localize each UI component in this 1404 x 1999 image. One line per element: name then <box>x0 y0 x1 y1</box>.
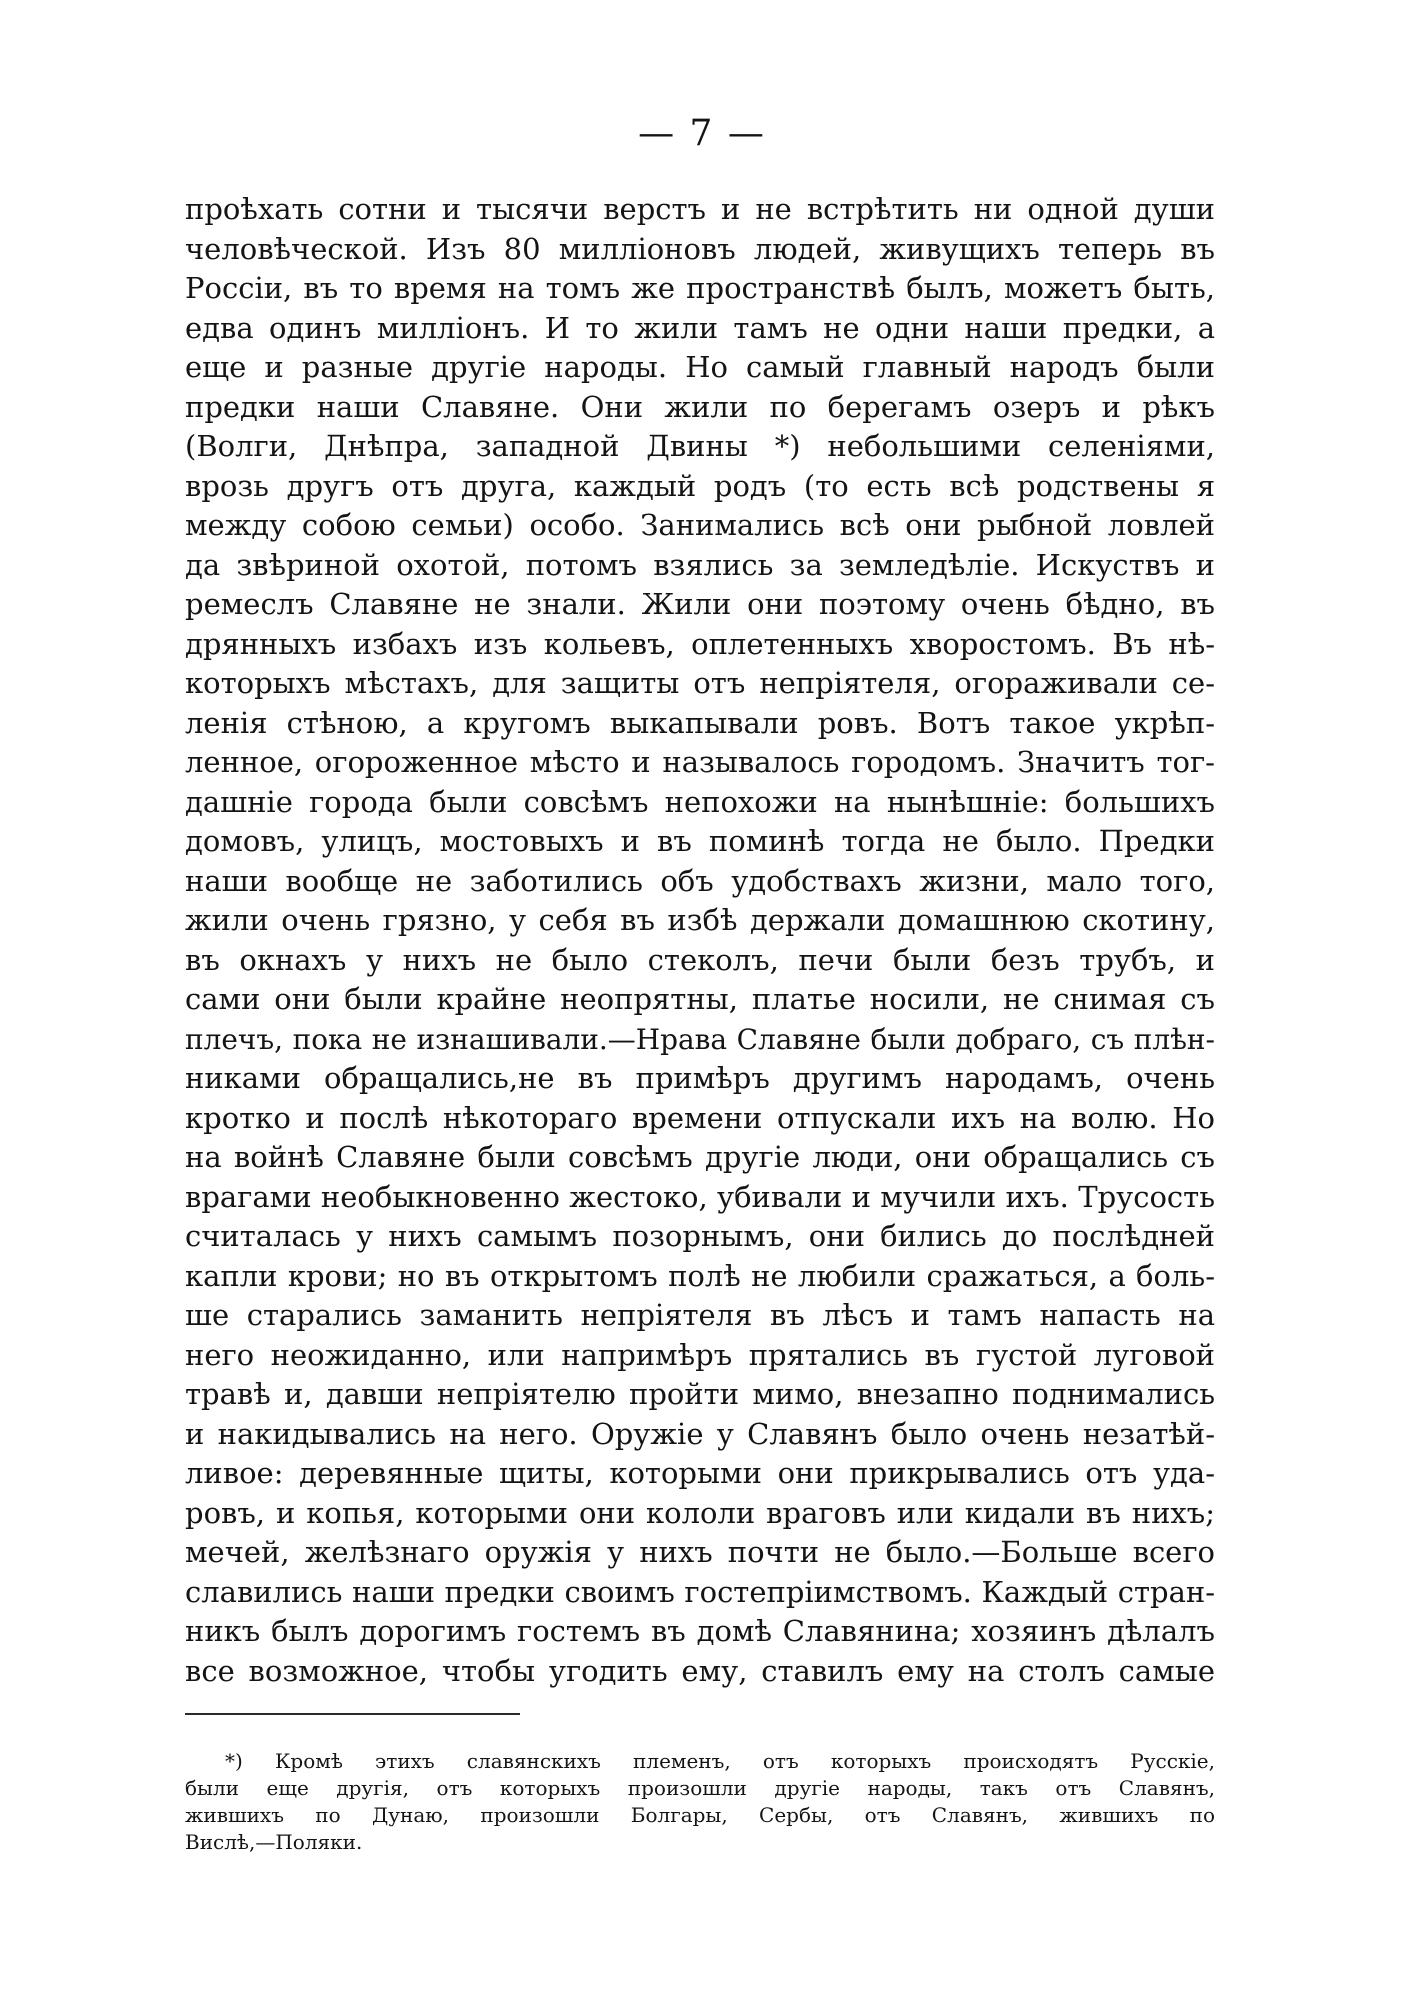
text-line: плечъ, пока не изнашивали.—Нрава Славяне были добраго, съ плѣн- <box>185 1022 1215 1056</box>
text-line: наши вообще не заботились объ удобствахъ жизни, мало того, <box>185 863 1215 898</box>
text-line: него неожиданно, или напримѣръ прятались въ густой луговой <box>185 1337 1215 1372</box>
text-line: дашніе города были совсѣмъ непохожи на нынѣшніе: большихъ <box>185 784 1215 819</box>
footnote-line: жившихъ по Дунаю, произошли Болгары, Сербы, отъ Славянъ, жившихъ по <box>185 1803 1215 1827</box>
text-line: все возможное, чтобы угодить ему, ставилъ ему на столъ самые <box>185 1653 1215 1688</box>
text-line: да звѣриной охотой, потомъ взялись за земледѣліе. Искуствъ и <box>185 547 1215 582</box>
footnote-divider <box>185 1713 520 1715</box>
text-line: которыхъ мѣстахъ, для защиты отъ непріятеля, огораживали се- <box>185 666 1215 700</box>
text-line: сами они были крайне неопрятны, платье носили, не снимая съ <box>185 982 1215 1016</box>
text-line: считалась у нихъ самымъ позорнымъ, они бились до послѣдней <box>185 1219 1215 1253</box>
text-line: и накидывались на него. Оружіе у Славянъ было очень незатѣй- <box>185 1416 1215 1451</box>
text-line: врозь другъ отъ друга, каждый родъ (то есть всѣ родствены я <box>185 468 1215 503</box>
text-line: въ окнахъ у нихъ не было стеколъ, печи были безъ трубъ, и <box>185 942 1215 977</box>
footnote <box>185 1748 1215 1856</box>
text-line: еще и разные другіе народы. Но самый главный народъ были <box>185 350 1215 384</box>
text-line: славились наши предки своимъ гостепріимствомъ. Каждый стран- <box>185 1574 1215 1609</box>
text-line: на войнѣ Славяне были совсѣмъ другіе люди, они обращались съ <box>185 1140 1215 1174</box>
text-line: кротко и послѣ нѣкотораго времени отпускали ихъ на волю. Но <box>185 1100 1215 1135</box>
text-line: домовъ, улицъ, мостовыхъ и въ поминѣ тогда не было. Предки <box>185 824 1215 858</box>
text-line: между собою семьи) особо. Занимались всѣ они рыбной ловлей <box>185 508 1215 542</box>
text-line: дрянныхъ избахъ изъ кольевъ, оплетенныхъ хворостомъ. Въ нѣ- <box>185 626 1215 661</box>
text-line: проѣхать сотни и тысячи верстъ и не встрѣтить ни одной души <box>185 192 1215 226</box>
text-line: никъ былъ дорогимъ гостемъ въ домѣ Славянина; хозяинъ дѣлалъ <box>185 1614 1215 1648</box>
footnote-line: *) Кромѣ этихъ славянскихъ племенъ, отъ которыхъ происходятъ Русскіе, <box>225 1749 1215 1773</box>
body-text <box>185 190 1215 1691</box>
text-line: ливое: деревянные щиты, которыми они прикрывались отъ уда- <box>185 1456 1215 1490</box>
page-number: — 7 — <box>638 113 766 154</box>
text-line: ше старались заманить непріятеля въ лѣсъ и тамъ напасть на <box>185 1298 1215 1332</box>
text-line: ремеслъ Славяне не знали. Жили они поэтому очень бѣдно, въ <box>185 587 1215 621</box>
footnote-line: были еще другія, отъ которыхъ произошли другіе народы, такъ отъ Славянъ, <box>185 1776 1215 1800</box>
text-line: ленное, огороженное мѣсто и называлось городомъ. Значитъ тог- <box>185 745 1215 779</box>
text-line: ровъ, и копья, которыми они кололи враговъ или кидали въ нихъ; <box>185 1495 1215 1530</box>
text-line: жили очень грязно, у себя въ избѣ держали домашнюю скотину, <box>185 903 1215 937</box>
text-line: человѣческой. Изъ 80 милліоновъ людей, живущихъ теперь въ <box>185 231 1215 266</box>
text-line: травѣ и, давши непріятелю пройти мимо, внезапно поднимались <box>185 1377 1215 1411</box>
text-line: мечей, желѣзнаго оружія у нихъ почти не было.—Больше всего <box>185 1535 1215 1569</box>
text-line: предки наши Славяне. Они жили по берегамъ озеръ и рѣкъ <box>185 389 1215 424</box>
footnote-line: Вислѣ,—Поляки. <box>185 1830 363 1854</box>
text-line: ленія стѣною, а кругомъ выкапывали ровъ. Вотъ такое укрѣп- <box>185 705 1215 740</box>
text-line: (Волги, Днѣпра, западной Двины *) небольшими селеніями, <box>185 429 1215 463</box>
text-line: Россіи, въ то время на томъ же пространствѣ былъ, можетъ быть, <box>185 271 1215 305</box>
text-line: врагами необыкновенно жестоко, убивали и мучили ихъ. Трусость <box>185 1179 1215 1214</box>
text-line: капли крови; но въ открытомъ полѣ не любили сражаться, а боль- <box>185 1258 1215 1293</box>
text-line: едва одинъ милліонъ. И то жили тамъ не одни наши предки, а <box>185 310 1215 345</box>
text-line: никами обращались,не въ примѣръ другимъ народамъ, очень <box>185 1061 1215 1095</box>
